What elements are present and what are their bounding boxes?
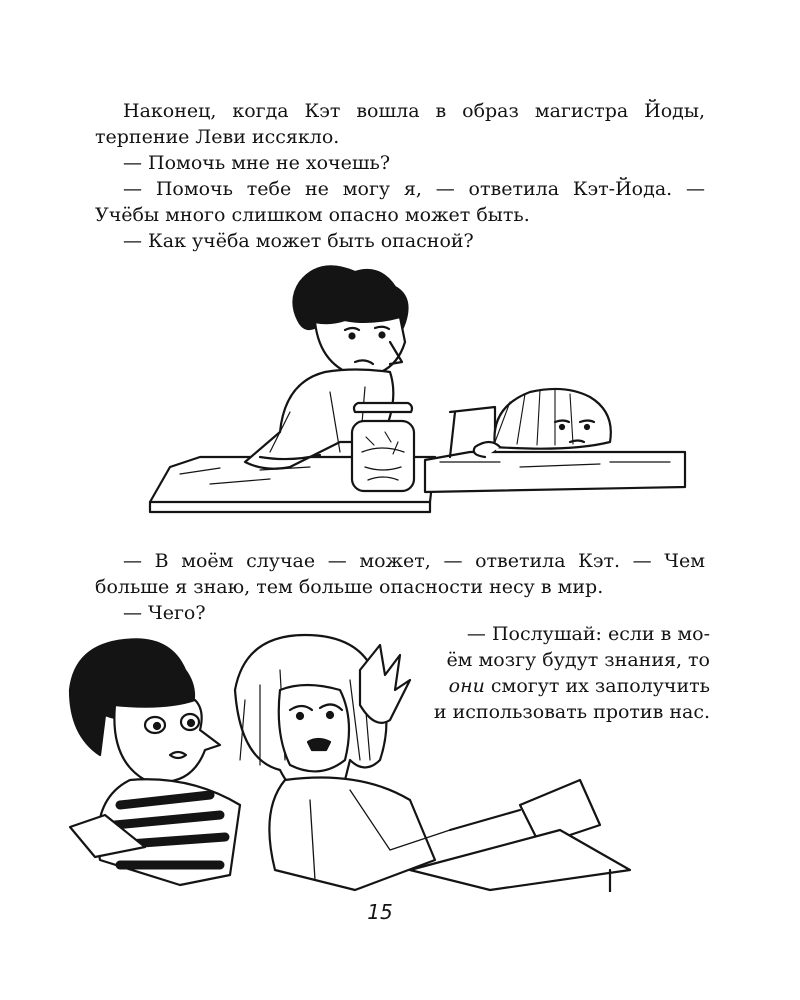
paragraph: — Помочь тебе не могу я, — ответила Кэт-Йода. — Учёбы много слишком опасно может быть. (95, 178, 705, 226)
paragraph: — Чего? (123, 602, 206, 624)
text-block-middle (95, 548, 705, 626)
levi-and-kat-illustration (50, 630, 650, 892)
text-run: смогут их заполучить (484, 675, 710, 697)
paragraph: — Помочь мне не хочешь? (123, 152, 391, 174)
classroom-desks-illustration (140, 262, 700, 532)
page-number: 15 (367, 900, 393, 924)
italic-word: они (448, 675, 485, 697)
text-block-top (95, 98, 705, 254)
text-line: — Послушай: если в мо- (466, 623, 710, 645)
paragraph: — Как учёба может быть опасной? (123, 230, 474, 252)
text-line: и использовать против нас. (433, 701, 710, 723)
paragraph: Наконец, когда Кэт вошла в образ магистра Йоды, терпение Леви иссякло. (95, 100, 705, 148)
text-line: ём мозгу будут знания, то (446, 649, 710, 671)
paragraph: — В моём случае — может, — ответила Кэт. — Чем больше я знаю, тем больше опасности несу в мир. (95, 550, 705, 598)
